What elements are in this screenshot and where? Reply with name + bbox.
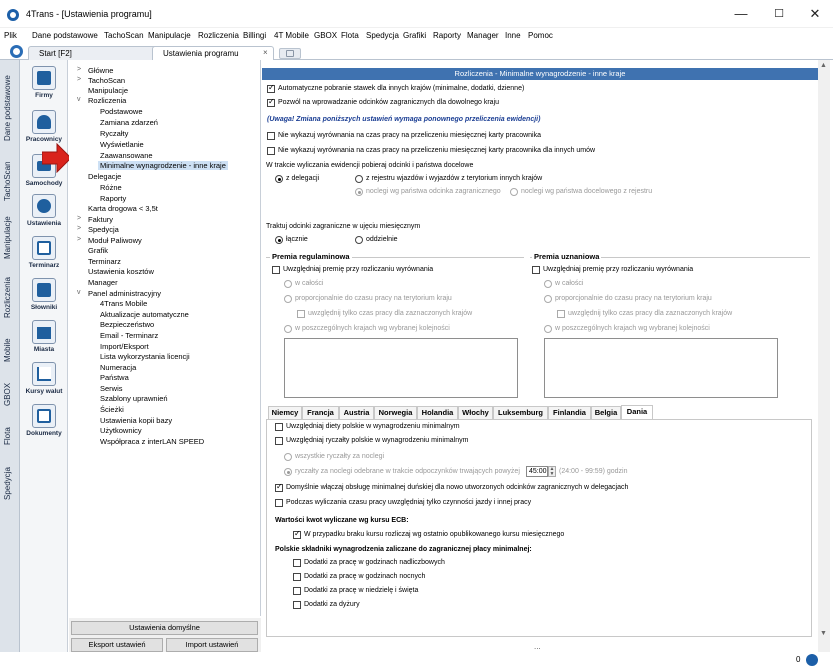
dictionary-icon [37, 283, 51, 297]
rest-hours-range: (24:00 - 99:59) godzin [559, 468, 628, 475]
bonus-regular-include-checkbox[interactable] [272, 266, 280, 274]
side-tab-manipulacje[interactable]: Manipulacje [3, 216, 12, 260]
overtime-checkbox[interactable] [293, 559, 301, 567]
manual-sections-label: Pozwól na wprowadzanie odcinków zagranicznych dla dowolnego kraju [278, 99, 500, 106]
import-settings-button[interactable]: Import ustawień [166, 638, 258, 652]
panel-header: Rozliczenia - Minimalne wynagrodzenie - inne kraje [262, 68, 818, 80]
source-delegation-radio[interactable] [275, 175, 283, 183]
treat-together-radio[interactable] [275, 236, 283, 244]
menu-inne[interactable]: Inne [505, 31, 521, 40]
bonus-regular-marked-label: uwzględnij tylko czas pracy dla zaznaczonych krajów [308, 310, 473, 317]
bonus-regular-per-country-radio[interactable] [284, 325, 292, 333]
tree-item-podstawowe[interactable]: Podstawowe [100, 107, 143, 116]
gear-icon [37, 199, 51, 213]
tree-item-ryczalty[interactable]: Ryczałty [100, 129, 129, 138]
warning-text: (Uwaga! Zmiana poniższych ustawień wymaga ponownego przeliczenia ewidencji) [267, 116, 541, 123]
expand-chevron-icon[interactable]: > [77, 225, 82, 232]
overtime-label: Dodatki za pracę w godzinach nadliczbowych [304, 559, 445, 566]
tab-start[interactable]: Start [F2] [28, 46, 160, 60]
hide-settlement-label: Nie wykazuj wyrównania na czas pracy na przeliczeniu miesięcznej karty pracownika [278, 132, 541, 139]
menu-flota[interactable]: Flota [341, 31, 359, 40]
night-target-country-label: noclegi wg państwa docelowego z rejestru [521, 188, 653, 195]
menu-raporty[interactable]: Raporty [433, 31, 462, 40]
treat-together-label: łącznie [286, 236, 308, 243]
menu-pomoc[interactable]: Pomoc [528, 31, 553, 40]
danish-default-checkbox[interactable] [275, 484, 283, 492]
app-logo-icon [7, 9, 19, 21]
bonus-regular-include-label: Uwzględniaj premię przy rozliczaniu wyrównania [283, 266, 434, 273]
tree-item-panel-administracyjny[interactable]: Panel administracyjny [88, 289, 161, 298]
tree-item-minimalne-wynagrodzenie[interactable]: Minimalne wynagrodzenie - inne kraje [100, 161, 226, 170]
bonus-discretionary-marked-label: uwzględnij tylko czas pracy dla zaznaczonych krajów [568, 310, 733, 317]
bonus-discretionary-proportional-radio[interactable] [544, 295, 552, 303]
tree-item-uzytkownicy[interactable]: Użytkownicy [100, 426, 142, 435]
tree-item-4trans-mobile[interactable]: 4Trans Mobile [100, 299, 148, 308]
tree-item-karta-drogowa[interactable]: Karta drogowa < 3,5t [88, 204, 158, 213]
expand-chevron-icon[interactable]: > [77, 66, 82, 73]
tree-item-wyswietlanie[interactable]: Wyświetlanie [100, 140, 144, 149]
scroll-down-icon[interactable]: ▼ [820, 630, 827, 637]
rest-lump-label: ryczałty za noclegi odebrane w trakcie odpoczynków trwających powyżej [295, 468, 520, 475]
source-label: W trakcie wyliczania ewidencji pobieraj odcinki i państwa docelowe [266, 162, 474, 169]
country-tab-francja[interactable]: Francja [302, 406, 339, 419]
bonus-discretionary-title: Premia uznaniowa [534, 252, 600, 261]
tree-item-email-terminarz[interactable]: Email - Terminarz [100, 331, 159, 340]
ecb-fallback-checkbox[interactable] [293, 531, 301, 539]
title-bar [0, 0, 833, 28]
building-icon [37, 71, 51, 85]
tree-item-glowne[interactable]: Główne [88, 66, 114, 75]
bonus-regular-proportional-radio[interactable] [284, 295, 292, 303]
tree-item-manipulacje[interactable]: Manipulacje [88, 86, 129, 95]
bonus-regular-proportional-label: proporcjonalnie do czasu pracy na terytorium kraju [295, 295, 452, 302]
menu-plik[interactable]: Plik [4, 31, 17, 40]
menu-dane-podstawowe[interactable]: Dane podstawowe [32, 31, 98, 40]
bonus-discretionary-marked-checkbox[interactable] [557, 310, 565, 318]
default-settings-button[interactable]: Ustawienia domyślne [71, 621, 258, 635]
country-tab-finlandia[interactable]: Finlandia [548, 406, 591, 419]
new-tab-button[interactable] [279, 48, 301, 59]
tree-item-bezpieczenstwo[interactable]: Bezpieczeństwo [100, 320, 155, 329]
all-lump-label: wszystkie ryczałty za noclegi [295, 453, 385, 460]
bonus-discretionary-include-label: Uwzględniaj premię przy rozliczaniu wyrównania [543, 266, 694, 273]
quick-dokumenty[interactable]: Dokumenty [20, 404, 68, 450]
tree-item-serwis[interactable]: Serwis [100, 384, 123, 393]
treat-label: Traktuj odcinki zagraniczne w ujęciu miesięcznym [266, 223, 421, 230]
tree-item-delegacje[interactable]: Delegacje [88, 172, 122, 181]
night-work-checkbox[interactable] [293, 573, 301, 581]
side-tab-mobile[interactable]: Mobile [3, 338, 12, 362]
menu-4t-mobile[interactable]: 4T Mobile [274, 31, 309, 40]
tree-item-numeracja[interactable]: Numeracja [100, 363, 137, 372]
hide-settlement-checkbox[interactable] [267, 132, 275, 140]
tree-item-aktualizacje[interactable]: Aktualizacje automatyczne [100, 310, 189, 319]
manual-sections-checkbox[interactable] [267, 99, 275, 107]
tree-item-terminarz[interactable]: Terminarz [88, 257, 121, 266]
status-count: 0 [796, 655, 801, 664]
tree-item-zaawansowane[interactable]: Zaawansowane [100, 151, 153, 160]
rest-lump-radio[interactable] [284, 468, 292, 476]
components-title: Polskie składniki wynagrodzenia zaliczane do zagranicznej płacy minimalnej: [275, 546, 532, 553]
side-tab-flota[interactable]: Flota [3, 427, 12, 445]
menu-spedycja[interactable]: Spedycja [366, 31, 399, 40]
quick-samochody[interactable]: Samochody [20, 154, 68, 200]
include-other-work-checkbox[interactable] [275, 499, 283, 507]
document-tab-bar [0, 44, 833, 60]
duty-checkbox[interactable] [293, 601, 301, 609]
person-icon [37, 115, 51, 129]
bonus-discretionary-whole-radio[interactable] [544, 280, 552, 288]
tree-item-raporty[interactable]: Raporty [100, 194, 127, 203]
module-side-tabs [0, 60, 20, 660]
expand-chevron-icon[interactable]: > [77, 236, 82, 243]
sunday-work-checkbox[interactable] [293, 587, 301, 595]
tree-item-spedycja[interactable]: Spedycja [88, 225, 119, 234]
menu-rozliczenia[interactable]: Rozliczenia [198, 31, 239, 40]
menu-manager[interactable]: Manager [467, 31, 499, 40]
bonus-regular-whole-label: w całości [295, 280, 324, 287]
export-settings-button[interactable]: Eksport ustawień [71, 638, 163, 652]
tab-settings[interactable]: Ustawienia programu [152, 46, 274, 60]
include-other-work-label: Podczas wyliczania czasu pracy uwzględniaj tylko czynności jazdy i innej pracy [286, 499, 532, 506]
menu-manipulacje[interactable]: Manipulacje [148, 31, 191, 40]
tree-item-ustawienia-kosztow[interactable]: Ustawienia kosztów [88, 267, 154, 276]
scroll-up-icon[interactable]: ▲ [820, 62, 827, 69]
tree-item-manager[interactable]: Manager [88, 278, 118, 287]
tab-close-icon[interactable]: × [263, 48, 268, 57]
hide-settlement-other-label: Nie wykazuj wyrównania na czas pracy na przeliczeniu miesięcznej karty pracownika dla innych umów [278, 147, 596, 154]
pointer-arrow-icon [42, 143, 72, 173]
treat-separately-radio[interactable] [355, 236, 363, 244]
tree-item-import-eksport[interactable]: Import/Eksport [100, 342, 149, 351]
bonus-regular-whole-radio[interactable] [284, 280, 292, 288]
auto-rates-label: Automatyczne pobranie stawek dla innych krajów (minimalne, dodatki, dzienne) [278, 85, 525, 92]
source-register-radio[interactable] [355, 175, 363, 183]
minimize-button[interactable]: — [734, 6, 748, 21]
city-icon [37, 327, 51, 339]
menu-gbox[interactable]: GBOX [314, 31, 338, 40]
danish-default-label: Domyślnie włączaj obsługę minimalnej duńskiej dla nowo utworzonych odcinków zagranicznych w delegacjach [286, 484, 629, 491]
main-scrollbar[interactable] [818, 60, 830, 656]
ecb-fallback-label: W przypadku braku kursu rozliczaj wg ostatnio opublikowanego kursu miesięcznego [304, 531, 565, 538]
lump-sums-label: Uwzględniaj ryczałty polskie w wynagrodzeniu minimalnym [286, 437, 469, 444]
country-tab-wlochy[interactable]: Włochy [458, 406, 493, 419]
notification-icon[interactable] [806, 654, 818, 666]
side-tab-spedycja[interactable]: Spedycja [3, 467, 12, 501]
bonus-discretionary-country-list[interactable] [544, 338, 778, 398]
tree-item-kopie-bazy[interactable]: Ustawienia kopii bazy [100, 416, 173, 425]
country-tab-belgia[interactable]: Belgia [591, 406, 621, 419]
quick-terminarz[interactable]: Terminarz [20, 236, 68, 282]
night-section-country-label: noclegi wg państwa odcinka zagranicznego [366, 188, 501, 195]
menu-grafiki[interactable]: Grafiki [403, 31, 427, 40]
tree-item-rozne[interactable]: Różne [100, 183, 122, 192]
rest-hours-stepper[interactable]: ▲ ▼ [549, 466, 555, 477]
source-delegation-label: z delegacji [286, 175, 320, 182]
window-title: 4Trans - [Ustawienia programu] [26, 9, 152, 19]
bonus-discretionary-per-country-label: w poszczególnych krajach wg wybranej kolejności [555, 325, 710, 332]
close-window-button[interactable]: ✕ [809, 6, 821, 21]
duty-label: Dodatki za dyżury [304, 601, 360, 608]
night-section-country-radio[interactable] [355, 188, 363, 196]
tree-item-lista-licencji[interactable]: Lista wykorzystania licencji [100, 352, 190, 361]
bonus-discretionary-proportional-label: proporcjonalnie do czasu pracy na terytorium kraju [555, 295, 712, 302]
tree-item-szablony-uprawnien[interactable]: Szablony uprawnień [100, 394, 168, 403]
hide-settlement-other-checkbox[interactable] [267, 147, 275, 155]
lump-sums-checkbox[interactable] [275, 437, 283, 445]
quick-slowniki[interactable]: Słowniki [20, 278, 68, 324]
quick-ustawienia[interactable]: Ustawienia [20, 194, 68, 240]
treat-separately-label: oddzielnie [366, 236, 398, 243]
country-tab-dania[interactable]: Dania [621, 405, 653, 419]
collapse-chevron-icon[interactable]: v [77, 289, 81, 296]
bonus-regular-marked-checkbox[interactable] [297, 310, 305, 318]
quick-kursy-walut[interactable]: Kursy walut [20, 362, 68, 408]
expand-chevron-icon[interactable]: > [77, 76, 82, 83]
more-indicator: ... [534, 642, 541, 651]
diets-label: Uwzględniaj diety polskie w wynagrodzeniu minimalnym [286, 423, 460, 430]
country-tab-holandia[interactable]: Holandia [417, 406, 458, 419]
documents-icon [37, 409, 51, 423]
home-logo-icon[interactable] [10, 45, 23, 58]
sunday-work-label: Dodatki za pracę w niedzielę i święta [304, 587, 419, 594]
tree-item-tachoscan[interactable]: TachoScan [88, 76, 126, 85]
menu-billingi[interactable]: Billingi [243, 31, 267, 40]
bonus-discretionary-include-checkbox[interactable] [532, 266, 540, 274]
collapse-chevron-icon[interactable]: v [77, 96, 81, 103]
tree-item-faktury[interactable]: Faktury [88, 215, 114, 224]
tree-item-modul-paliwowy[interactable]: Moduł Paliwowy [88, 236, 142, 245]
source-register-label: z rejestru wjazdów i wyjazdów z terytorium innych krajów [366, 175, 543, 182]
quick-pracownicy[interactable]: Pracownicy [20, 110, 68, 156]
menu-bar [0, 28, 833, 44]
tree-item-interlan-speed[interactable]: Współpraca z interLAN SPEED [100, 437, 205, 446]
bonus-regular-per-country-label: w poszczególnych krajach wg wybranej kolejności [295, 325, 450, 332]
maximize-button[interactable]: ☐ [774, 8, 784, 20]
exchange-chart-icon [37, 367, 51, 381]
all-lump-radio[interactable] [284, 453, 292, 461]
tree-item-grafik[interactable]: Grafik [88, 246, 109, 255]
ecb-title: Wartości kwot wyliczane wg kursu ECB: [275, 517, 409, 524]
rest-hours-input[interactable]: 45:00 [526, 466, 548, 477]
new-tab-icon [286, 50, 294, 57]
tree-item-zamiana-zdarzen[interactable]: Zamiana zdarzeń [100, 118, 158, 127]
quick-firmy[interactable]: Firmy [20, 66, 68, 112]
menu-tachoscan[interactable]: TachoScan [104, 31, 144, 40]
country-tab-austria[interactable]: Austria [339, 406, 374, 419]
status-bar [0, 652, 833, 670]
side-tab-dane-podstawowe[interactable]: Dane podstawowe [3, 75, 12, 141]
bonus-discretionary-per-country-radio[interactable] [544, 325, 552, 333]
side-tab-tachoscan[interactable]: TachoScan [3, 161, 12, 201]
calendar-icon [37, 241, 51, 255]
settings-tree [69, 60, 261, 616]
country-tab-luksemburg[interactable]: Luksemburg [493, 406, 548, 419]
settings-panel [262, 60, 818, 656]
country-tab-niemcy[interactable]: Niemcy [268, 406, 302, 419]
expand-chevron-icon[interactable]: > [77, 215, 82, 222]
night-target-country-radio[interactable] [510, 188, 518, 196]
tree-item-panstwa[interactable]: Państwa [100, 373, 129, 382]
bonus-regular-title: Premia regulaminowa [272, 252, 350, 261]
diets-checkbox[interactable] [275, 423, 283, 431]
bonus-regular-country-list[interactable] [284, 338, 518, 398]
auto-rates-checkbox[interactable] [267, 85, 275, 93]
tree-item-rozliczenia[interactable]: Rozliczenia [88, 96, 127, 105]
side-tab-gbox[interactable]: GBOX [3, 382, 12, 406]
tree-item-sciezki[interactable]: Ścieżki [100, 405, 124, 414]
side-tab-rozliczenia[interactable]: Rozliczenia [3, 277, 12, 319]
bonus-discretionary-whole-label: w całości [555, 280, 584, 287]
quick-miasta[interactable]: Miasta [20, 320, 68, 366]
night-work-label: Dodatki za pracę w godzinach nocnych [304, 573, 426, 580]
country-tab-norwegia[interactable]: Norwegia [374, 406, 417, 419]
